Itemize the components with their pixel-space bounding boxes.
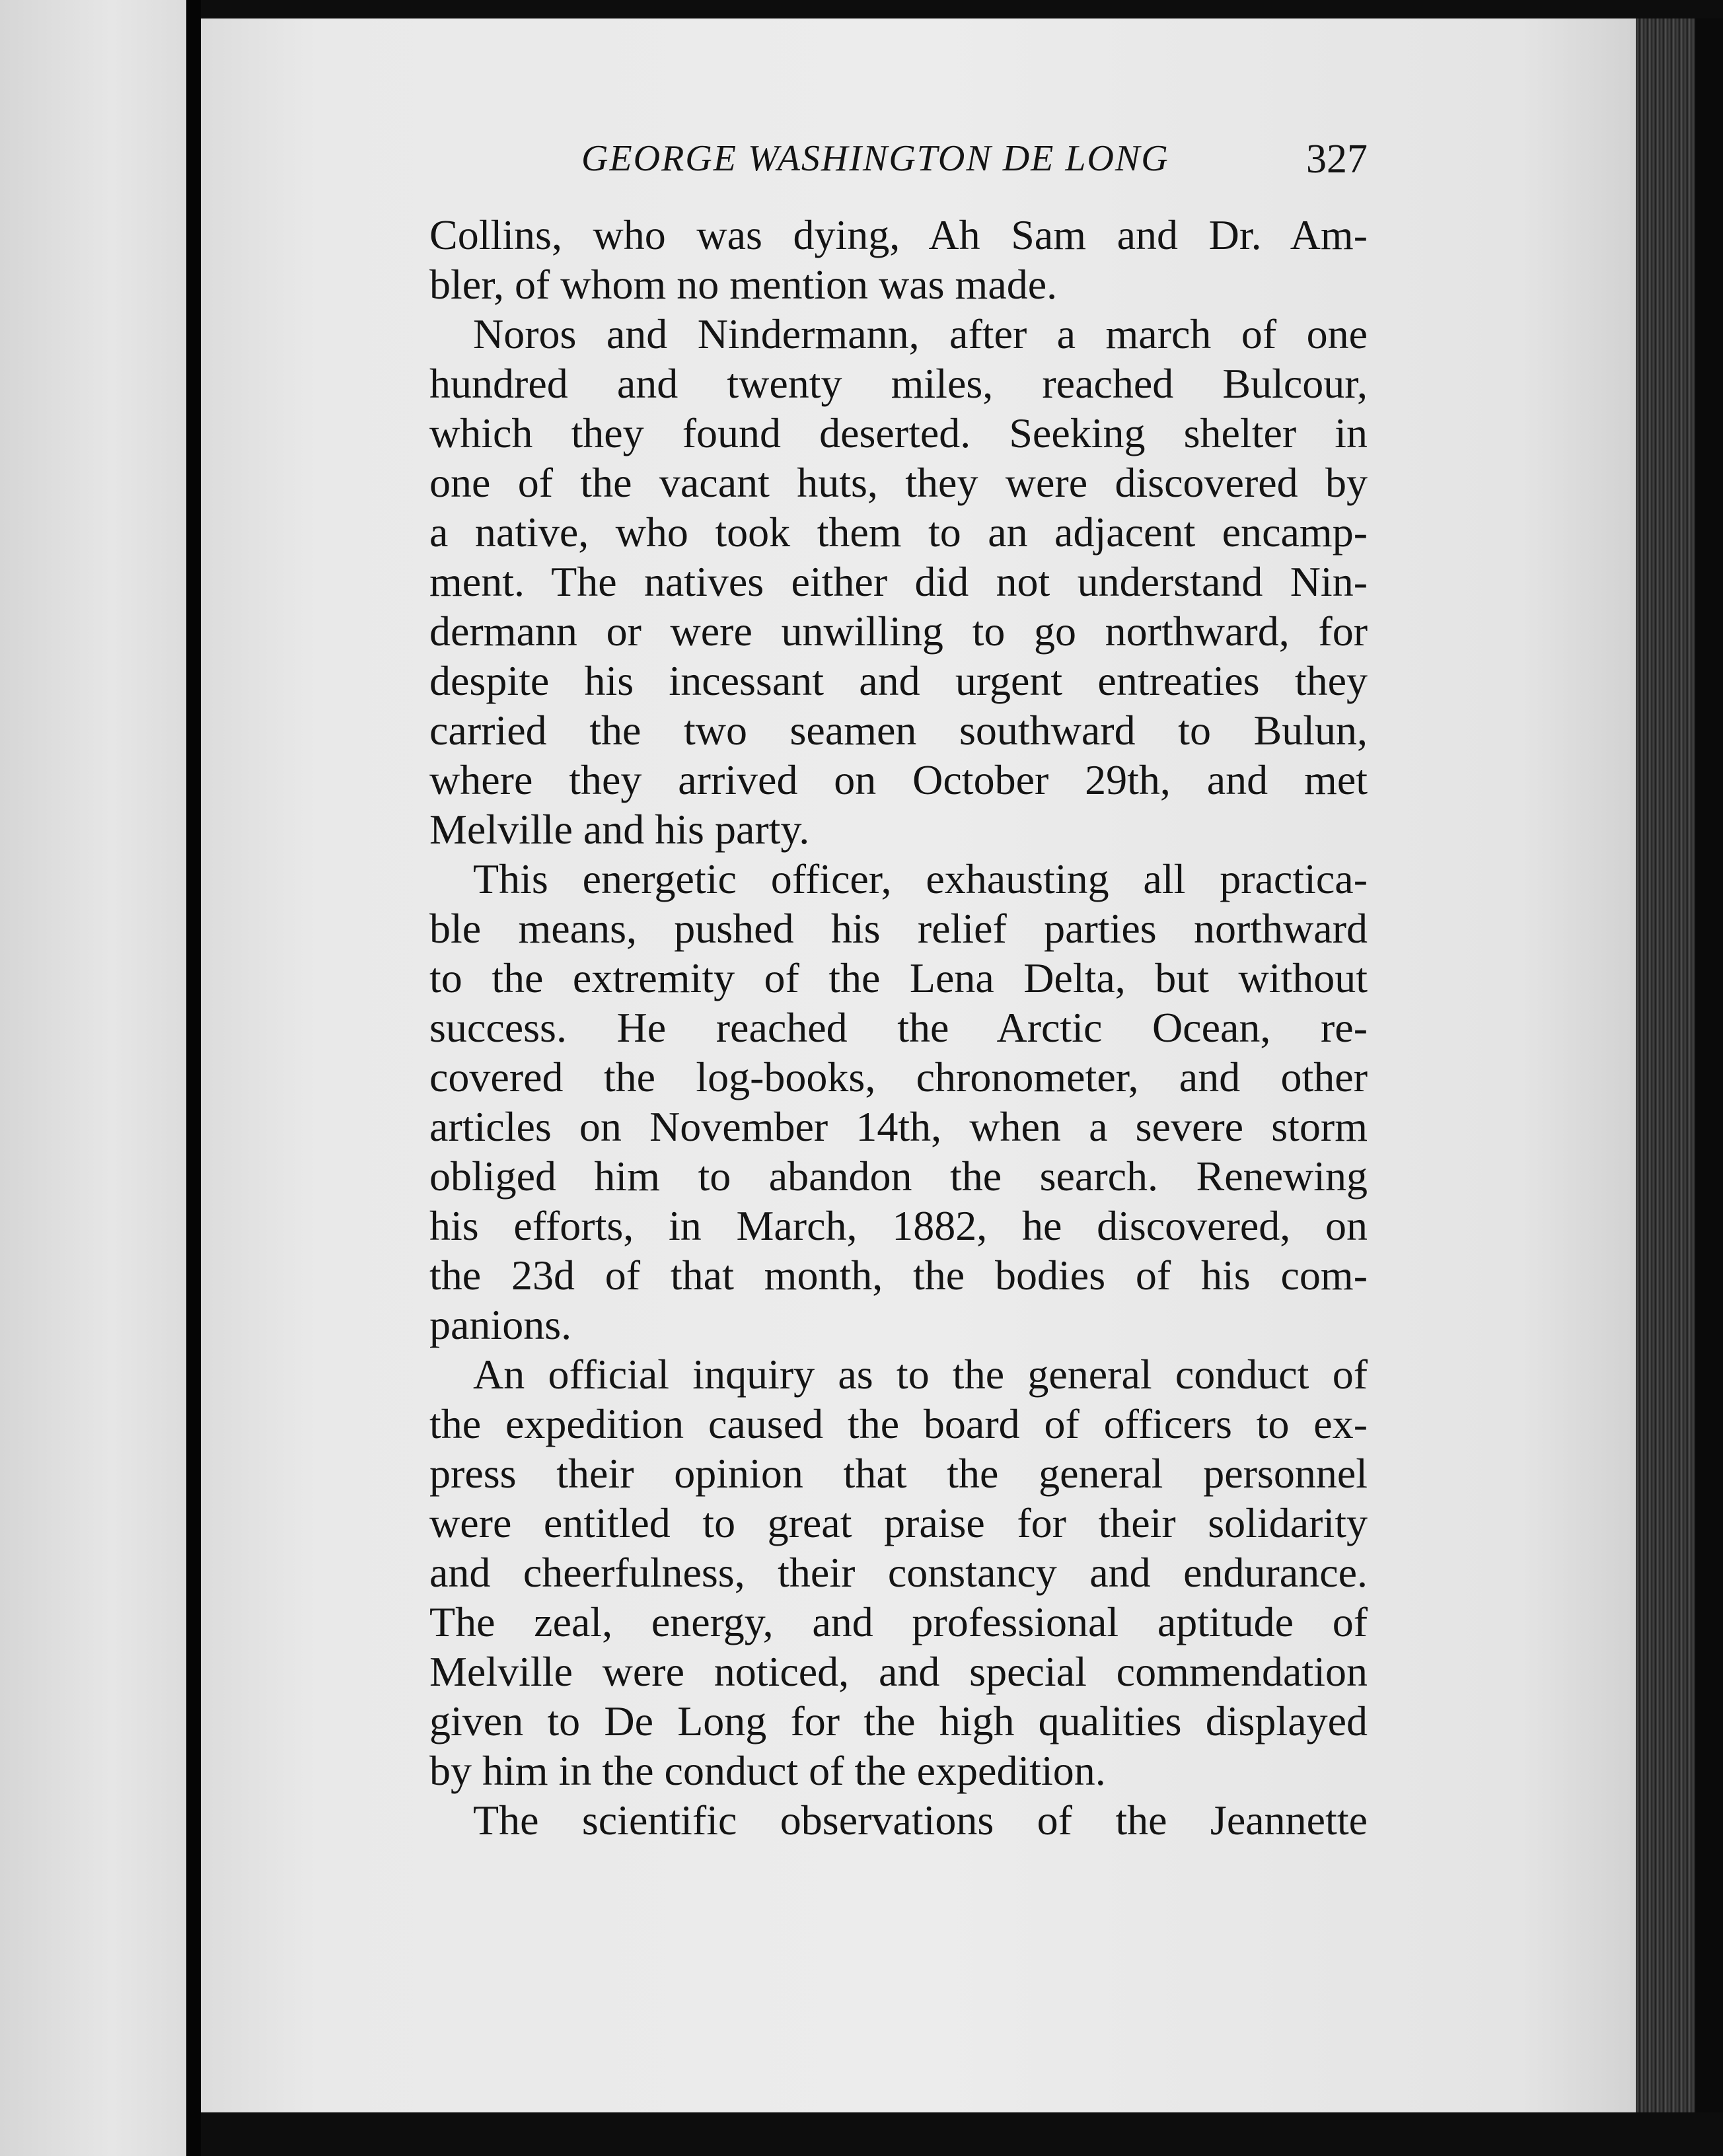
text-line: An official inquiry as to the general conduct of [473, 1351, 1368, 1398]
scan-border-bottom [201, 2112, 1723, 2156]
text-line: Melville were noticed, and special commendation [429, 1648, 1368, 1695]
text-line: one of the vacant huts, they were discovered by [429, 459, 1368, 506]
text-line: hundred and twenty miles, reached Bulcour, [429, 360, 1368, 407]
text-line: success. He reached the Arctic Ocean, re- [429, 1004, 1368, 1051]
text-line: The zeal, energy, and professional aptitude of [429, 1599, 1368, 1645]
text-line: obliged him to abandon the search. Renewing [429, 1153, 1368, 1200]
text-line: carried the two seamen southward to Bulun, [429, 707, 1368, 754]
text-line: dermann or were unwilling to go northward, for [429, 608, 1368, 655]
running-head [429, 131, 1368, 190]
text-line: ble means, pushed his relief parties northward [429, 905, 1368, 952]
text-line: Collins, who was dying, Ah Sam and Dr. Am- [429, 211, 1368, 258]
text-line: bler, of whom no mention was made. [429, 261, 1058, 308]
page-stack-edge [1636, 18, 1695, 2112]
text-line: and cheerfulness, their constancy and endurance. [429, 1549, 1368, 1596]
text-line: ment. The natives either did not understand Nin- [429, 558, 1368, 605]
text-line: the 23d of that month, the bodies of his com- [429, 1252, 1368, 1299]
text-line: covered the log-books, chronometer, and other [429, 1054, 1368, 1100]
text-line: panions. [429, 1301, 572, 1348]
book-gutter [186, 0, 201, 2156]
text-line: This energetic officer, exhausting all practica- [473, 855, 1368, 902]
text-line: the expedition caused the board of officers to ex- [429, 1400, 1368, 1447]
text-line: articles on November 14th, when a severe storm [429, 1103, 1368, 1150]
scan-border-top [201, 0, 1723, 18]
body-text [429, 210, 1368, 1845]
facing-page-edge [0, 0, 186, 2156]
running-title: GEORGE WASHINGTON DE LONG [581, 138, 1169, 179]
page-number: 327 [1306, 137, 1368, 182]
text-line: despite his incessant and urgent entreaties they [429, 657, 1368, 704]
text-line: a native, who took them to an adjacent encamp- [429, 509, 1368, 556]
text-line: Noros and Nindermann, after a march of one [473, 310, 1368, 357]
text-line: were entitled to great praise for their solidarity [429, 1499, 1368, 1546]
text-line: where they arrived on October 29th, and met [429, 756, 1368, 803]
text-line: his efforts, in March, 1882, he discovered, on [429, 1202, 1368, 1249]
text-line: which they found deserted. Seeking shelter in [429, 410, 1368, 456]
text-line: The scientific observations of the Jeannette [473, 1797, 1368, 1844]
text-line: press their opinion that the general personnel [429, 1450, 1368, 1497]
text-line: to the extremity of the Lena Delta, but without [429, 954, 1368, 1001]
text-line: Melville and his party. [429, 806, 810, 853]
text-line: given to De Long for the high qualities displayed [429, 1698, 1368, 1744]
text-line: by him in the conduct of the expedition. [429, 1747, 1106, 1794]
